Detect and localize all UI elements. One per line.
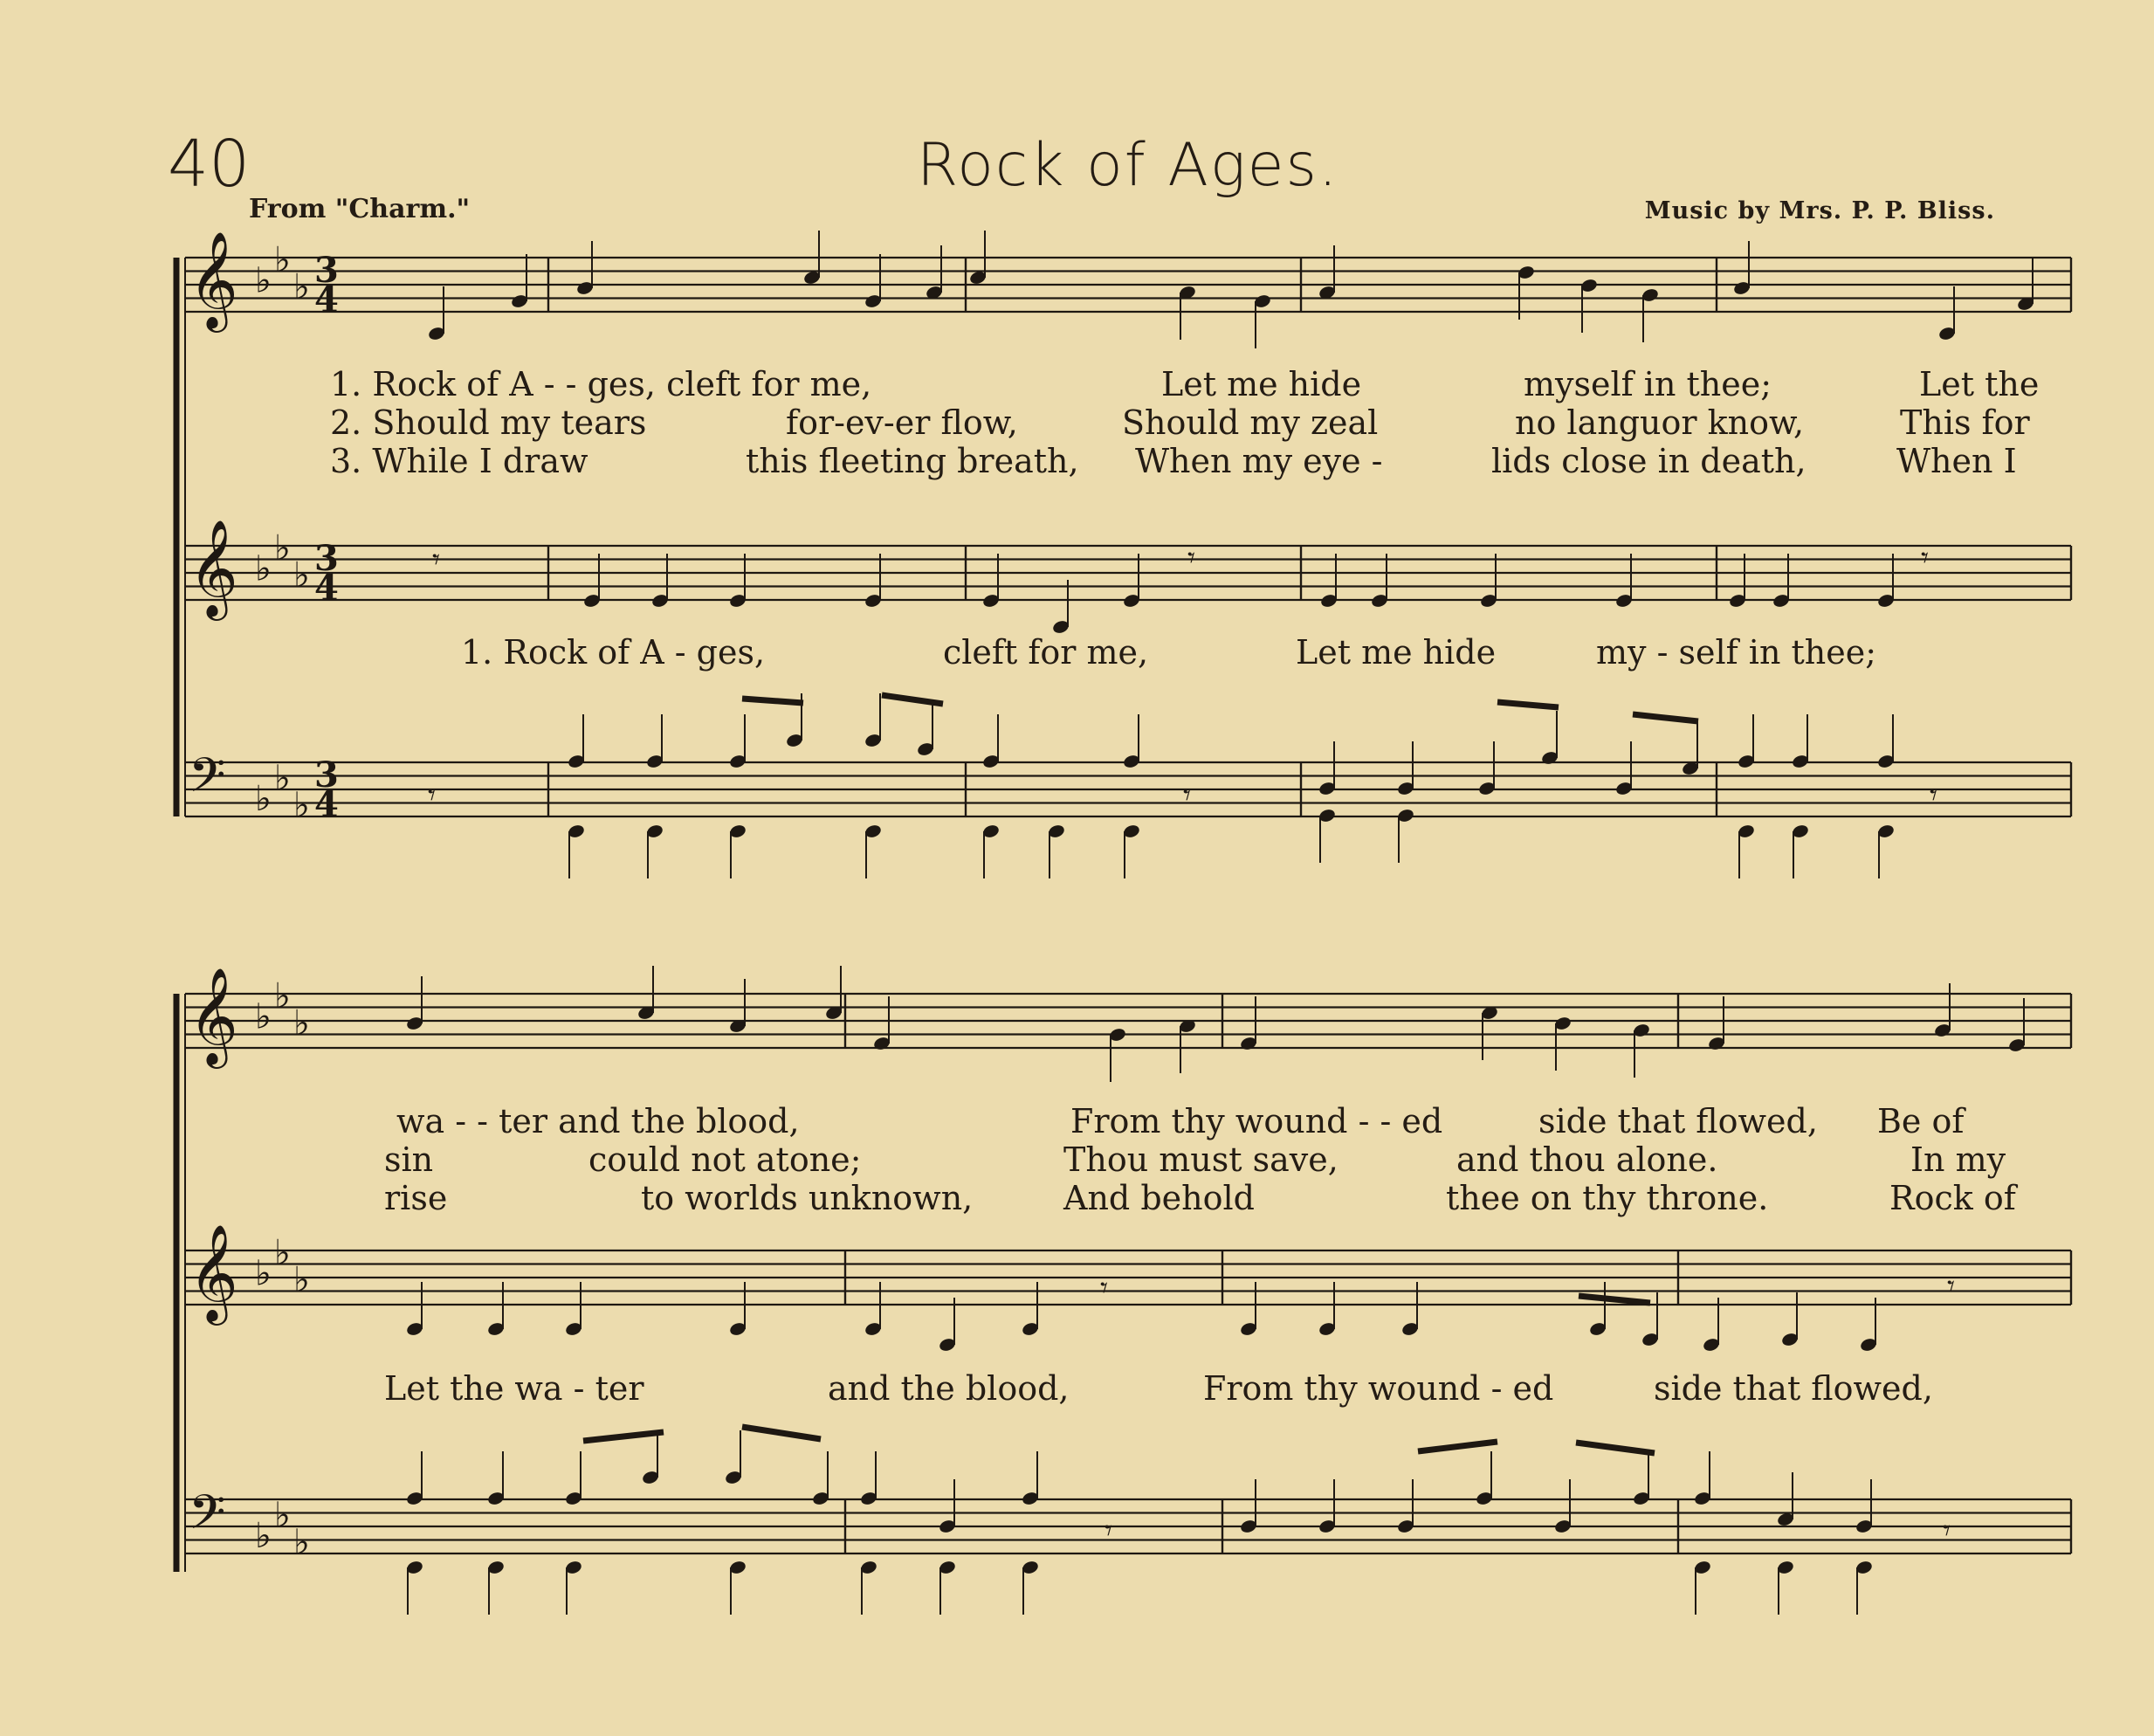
s2-v1-lyric-4: Be of <box>1877 1102 1965 1140</box>
time-signature-bottom: 4 <box>314 784 339 825</box>
composer-credit: Music by Mrs. P. P. Bliss. <box>1644 197 1995 224</box>
treble-clef: 𝄞 <box>189 1223 238 1321</box>
flat-sign: ♭ <box>255 548 272 589</box>
s1-v2-lyric-2: for-ev-er flow, <box>786 403 1018 442</box>
treble-clef: 𝄞 <box>189 967 238 1064</box>
time-signature-top: 3 <box>314 250 339 291</box>
s2-alto-lyric-3: From thy wound - ed <box>1203 1369 1554 1408</box>
rest: 𝄾 <box>1100 1271 1109 1305</box>
s2-v2-lyric-4: and thou alone. <box>1456 1140 1718 1179</box>
bass-clef: 𝄢 <box>189 747 226 815</box>
flat-sign: ♭ <box>255 1253 272 1294</box>
s1-v1-lyric-3: myself in thee; <box>1524 365 1772 403</box>
s1-v3-lyric-4: lids close in death, <box>1491 442 1806 480</box>
s2-v2-lyric-1: sin <box>384 1140 434 1179</box>
note-beam <box>583 1432 664 1441</box>
s2-v3-lyric-4: thee on thy throne. <box>1446 1179 1769 1217</box>
flat-sign: ♭ <box>293 267 310 308</box>
hymn-title: Rock of Ages. <box>917 131 1339 200</box>
s2-v3-lyric-2: to worlds unknown, <box>641 1179 974 1217</box>
rest: 𝄾 <box>1943 1513 1951 1548</box>
treble-clef: 𝄞 <box>189 519 238 617</box>
s2-alto-lyric-2: and the blood, <box>828 1369 1070 1408</box>
flat-sign: ♭ <box>293 1260 310 1301</box>
s1-v2-lyric-3: Should my zeal <box>1122 403 1379 442</box>
s1-v2-lyric-5: This for <box>1900 403 2030 442</box>
rest: 𝄾 <box>428 778 437 813</box>
s1-v3-lyric-1: 3. While I draw <box>330 442 588 480</box>
note-beam <box>1576 1443 1655 1453</box>
rest: 𝄾 <box>1187 541 1196 575</box>
flat-sign: ♭ <box>293 555 310 596</box>
s2-v2-lyric-2: could not atone; <box>588 1140 862 1179</box>
flat-sign: ♭ <box>274 1495 291 1536</box>
s1-v3-lyric-3: When my eye - <box>1135 442 1383 480</box>
s1-alto-lyric-3: Let me hide <box>1296 633 1497 672</box>
flat-sign: ♭ <box>255 996 272 1037</box>
rest: 𝄾 <box>432 542 441 577</box>
s1-v3-lyric-2: this fleeting breath, <box>746 442 1079 480</box>
flat-sign: ♭ <box>293 1003 310 1044</box>
s1-v1-lyric-2: Let me hide <box>1161 365 1362 403</box>
time-signature-bottom: 4 <box>314 568 339 609</box>
page-number: 40 <box>168 127 251 202</box>
note-beam <box>1418 1442 1497 1451</box>
s1-v2-lyric-1: 2. Should my tears <box>330 403 647 442</box>
s2-v2-lyric-5: In my <box>1910 1140 2006 1179</box>
flat-sign: ♭ <box>274 240 291 281</box>
flat-sign: ♭ <box>293 1522 310 1563</box>
s1-v3-lyric-5: When I <box>1896 442 2017 480</box>
note-beam <box>742 699 803 703</box>
rest: 𝄾 <box>1921 541 1930 575</box>
flat-sign: ♭ <box>255 260 272 301</box>
source-credit: From "Charm." <box>249 194 471 224</box>
s2-alto-lyric-4: side that flowed, <box>1654 1369 1933 1408</box>
s2-v3-lyric-1: rise <box>384 1179 448 1217</box>
s1-alto-lyric-1: 1. Rock of A - ges, <box>461 633 766 672</box>
note-beam <box>742 1427 821 1439</box>
flat-sign: ♭ <box>274 1233 291 1274</box>
rest: 𝄾 <box>1105 1513 1113 1548</box>
s2-v1-lyric-1: wa - - ter and the blood, <box>396 1102 800 1140</box>
flat-sign: ♭ <box>274 976 291 1017</box>
s1-v1-lyric-1: 1. Rock of A - - ges, cleft for me, <box>330 365 872 403</box>
time-signature-top: 3 <box>314 538 339 579</box>
s1-v2-lyric-4: no languor know, <box>1515 403 1805 442</box>
note-beam <box>1579 1296 1650 1303</box>
note-beam <box>1497 702 1559 707</box>
flat-sign: ♭ <box>255 1515 272 1556</box>
s1-alto-lyric-4: my - self in thee; <box>1596 633 1877 672</box>
rest: 𝄾 <box>1947 1269 1956 1304</box>
s1-alto-lyric-2: cleft for me, <box>943 633 1149 672</box>
flat-sign: ♭ <box>274 528 291 569</box>
flat-sign: ♭ <box>255 778 272 819</box>
s2-v3-lyric-3: And behold <box>1063 1179 1255 1217</box>
s2-v1-lyric-3: side that flowed, <box>1538 1102 1818 1140</box>
note-beam <box>1633 714 1698 721</box>
flat-sign: ♭ <box>293 785 310 826</box>
time-signature-top: 3 <box>314 754 339 796</box>
treble-clef: 𝄞 <box>189 231 238 328</box>
time-signature-bottom: 4 <box>314 279 339 320</box>
rest: 𝄾 <box>1183 778 1192 813</box>
s2-v1-lyric-2: From thy wound - - ed <box>1070 1102 1443 1140</box>
flat-sign: ♭ <box>274 758 291 799</box>
rest: 𝄾 <box>1930 778 1938 813</box>
s2-alto-lyric-1: Let the wa - ter <box>384 1369 644 1408</box>
s2-v2-lyric-3: Thou must save, <box>1063 1140 1339 1179</box>
s2-v3-lyric-5: Rock of <box>1889 1179 2016 1217</box>
note-beam <box>882 695 943 704</box>
bass-clef: 𝄢 <box>189 1485 226 1552</box>
s1-v1-lyric-4: Let the <box>1919 365 2040 403</box>
